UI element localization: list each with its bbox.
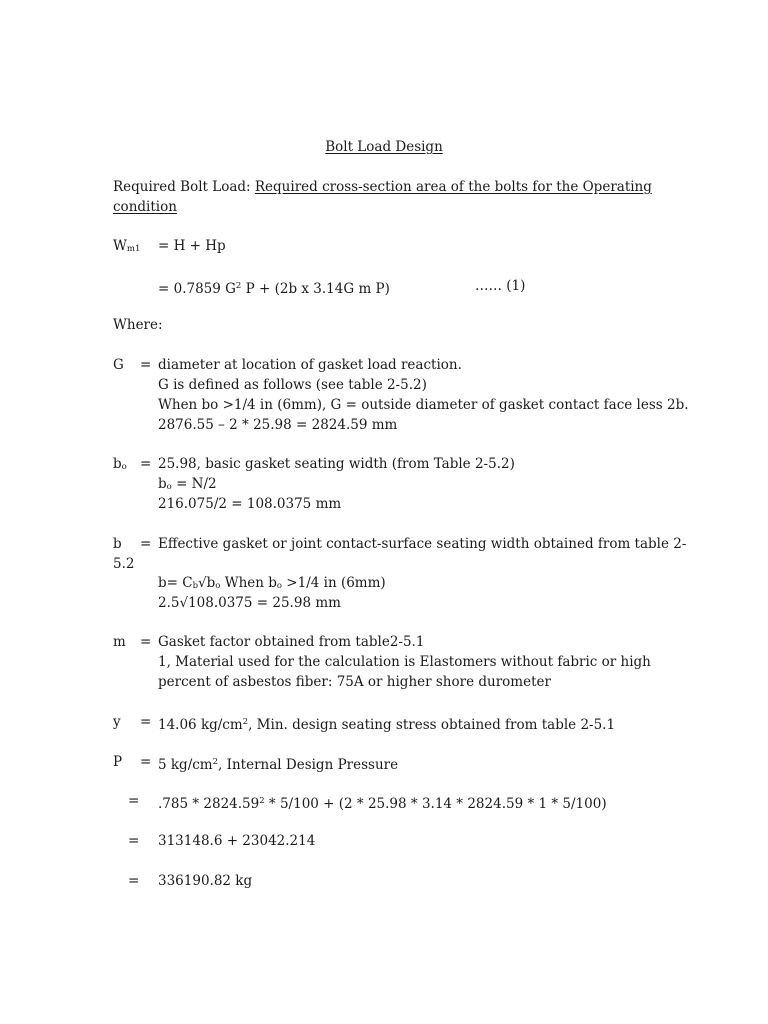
calc-equals: =	[128, 873, 140, 889]
y-equals: =	[140, 714, 152, 730]
g-label: G	[113, 357, 124, 373]
bo-definition-line: 216.075/2 = 108.0375 mm	[158, 496, 342, 512]
y-label: y	[113, 714, 121, 730]
calc-equals: =	[128, 793, 140, 809]
b-equals: =	[140, 536, 152, 552]
b-definition-line: 2.5√108.0375 = 25.98 mm	[158, 595, 341, 611]
m-definition-line: percent of asbestos fiber: 75A or higher shore durometer	[158, 674, 551, 690]
calc-line: 313148.6 + 23042.214	[158, 833, 316, 849]
where-label: Where:	[113, 317, 163, 333]
required-bolt-load-line	[113, 178, 652, 196]
p-label: P	[113, 754, 123, 770]
m-definition-line: 1, Material used for the calculation is Elastomers without fabric or high	[158, 654, 651, 670]
bo-label: bo	[113, 456, 127, 472]
bo-definition-line: 25.98, basic gasket seating width (from Table 2-5.2)	[158, 456, 515, 472]
wm1-expression: = H + Hp	[158, 238, 226, 254]
equation-reference: …… (1)	[475, 278, 526, 294]
g-definition-line: G is defined as follows (see table 2-5.2)	[158, 377, 427, 393]
required-area-heading-cont: condition	[113, 199, 177, 215]
wm1-symbol: Wm1	[113, 238, 141, 254]
required-bolt-load-label: Required Bolt Load:	[113, 179, 255, 195]
b-definition-line-cont: 5.2	[113, 556, 135, 572]
calc-result-line: 336190.82 kg	[158, 873, 253, 889]
g-definition-line: 2876.55 – 2 * 25.98 = 2824.59 mm	[158, 417, 398, 433]
bo-equals: =	[140, 456, 152, 472]
g-definition-line: diameter at location of gasket load reaction.	[158, 357, 462, 373]
p-equals: =	[140, 754, 152, 770]
b-label: b	[113, 536, 122, 552]
bo-definition-line: bo = N/2	[158, 476, 217, 492]
required-area-heading: Required cross-section area of the bolts for the Operating	[254, 179, 652, 195]
calc-line: .785 * 2824.59$^2$ * 5/100 + (2 * 25.98 * 3.14 * 2824.59 * 1 * 5/100)	[158, 796, 607, 812]
y-definition-line: 14.06 $kg/cm^2$, Min. design seating stress obtained from table 2-5.1	[158, 717, 616, 733]
m-label: m	[113, 634, 126, 650]
calc-equals: =	[128, 833, 140, 849]
wm1-expression-expanded: = 0.7859 $G^2$ P + (2b x 3.14G m P)	[158, 281, 390, 297]
b-definition-line: Effective gasket or joint contact-surface seating width obtained from table 2-	[158, 536, 687, 552]
b-definition-line: b= Cb√bo When bo >1/4 in (6mm)	[158, 575, 386, 591]
page-title: Bolt Load Design	[325, 139, 443, 155]
m-definition-line: Gasket factor obtained from table2-5.1	[158, 634, 425, 650]
m-equals: =	[140, 634, 152, 650]
g-equals: =	[140, 357, 152, 373]
p-definition-line: 5 $kg/cm^2$, Internal Design Pressure	[158, 757, 399, 773]
g-definition-line: When bo >1/4 in (6mm), G = outside diameter of gasket contact face less 2b.	[158, 397, 689, 413]
